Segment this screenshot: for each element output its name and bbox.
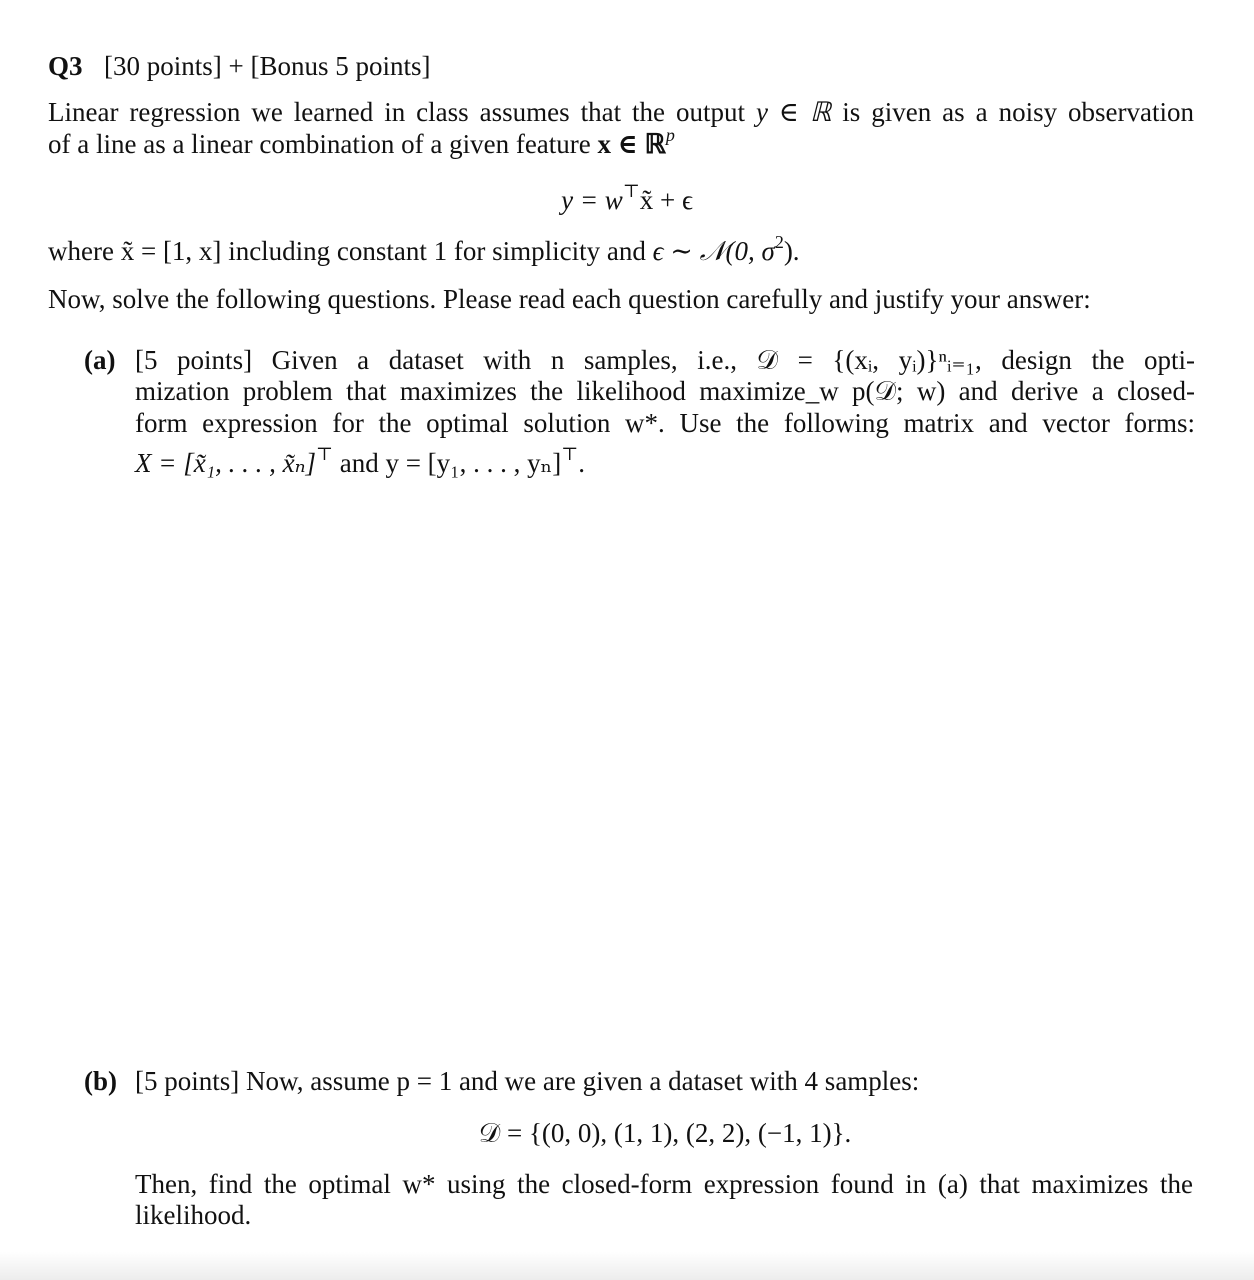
page-bottom-shadow xyxy=(0,1252,1254,1280)
intro-math-x-in-Rp: x ∈ ℝ xyxy=(597,129,666,159)
where-math-noise: ϵ ∼ 𝒩(0, σ xyxy=(652,236,775,266)
part-a-line-3: form expression for the optimal solution w*. Use the following matrix and vector forms: xyxy=(135,408,1195,438)
where-line: where x̃ = [1, x] including constant 1 for simplicity and ϵ ∼ 𝒩(0, $\sigma^2$). xyxy=(48,232,800,266)
part-b-line-4: likelihood. xyxy=(135,1200,252,1230)
where-math-x-tilde: x̃ = [1, x] xyxy=(120,236,222,266)
part-b-line-3: Then, find the optimal w* using the closed-form expression found in (a) that maximizes the xyxy=(135,1169,1193,1199)
intro-line-2: of a line as a linear combination of a given feature x ∈ ℝ$^p$ xyxy=(48,125,675,159)
question-heading xyxy=(48,53,431,80)
instructions: Now, solve the following questions. Please read each question carefully and justify your answer: xyxy=(48,284,1091,314)
part-a-line-2: mization problem that maximizes the likelihood maximize_w p(𝒟; w) and derive a closed- xyxy=(135,376,1195,406)
part-a-label: (a) xyxy=(84,345,116,375)
question-label: Q3 xyxy=(48,51,83,81)
part-b-line-1: [5 points] Now, assume p = 1 and we are given a dataset with 4 samples: xyxy=(135,1066,920,1096)
part-a-line-1: [5 points] Given a dataset with n samples, i.e., 𝒟 = {(xᵢ, yᵢ)}ⁿᵢ₌₁, design the opti- xyxy=(135,345,1195,375)
part-b-label: (b) xyxy=(84,1066,117,1096)
part-b-dataset: 𝒟 = {(0, 0), (1, 1), (2, 2), (−1, 1)}. xyxy=(478,1118,852,1148)
part-a-line-4: X = [x̃₁, . . . , x̃ₙ]⊤ and y = [y₁, . . . , yₙ]⊤. xyxy=(135,444,585,478)
question-points: [30 points] + [Bonus 5 points] xyxy=(104,51,431,81)
intro-line-1: Linear regression we learned in class assumes that the output y ∈ ℝ is given as a noisy observation xyxy=(48,97,1195,127)
intro-math-y-in-R: y ∈ ℝ xyxy=(755,97,832,127)
regression-equation: y = w⊤x̃ + ϵ xyxy=(561,181,693,215)
